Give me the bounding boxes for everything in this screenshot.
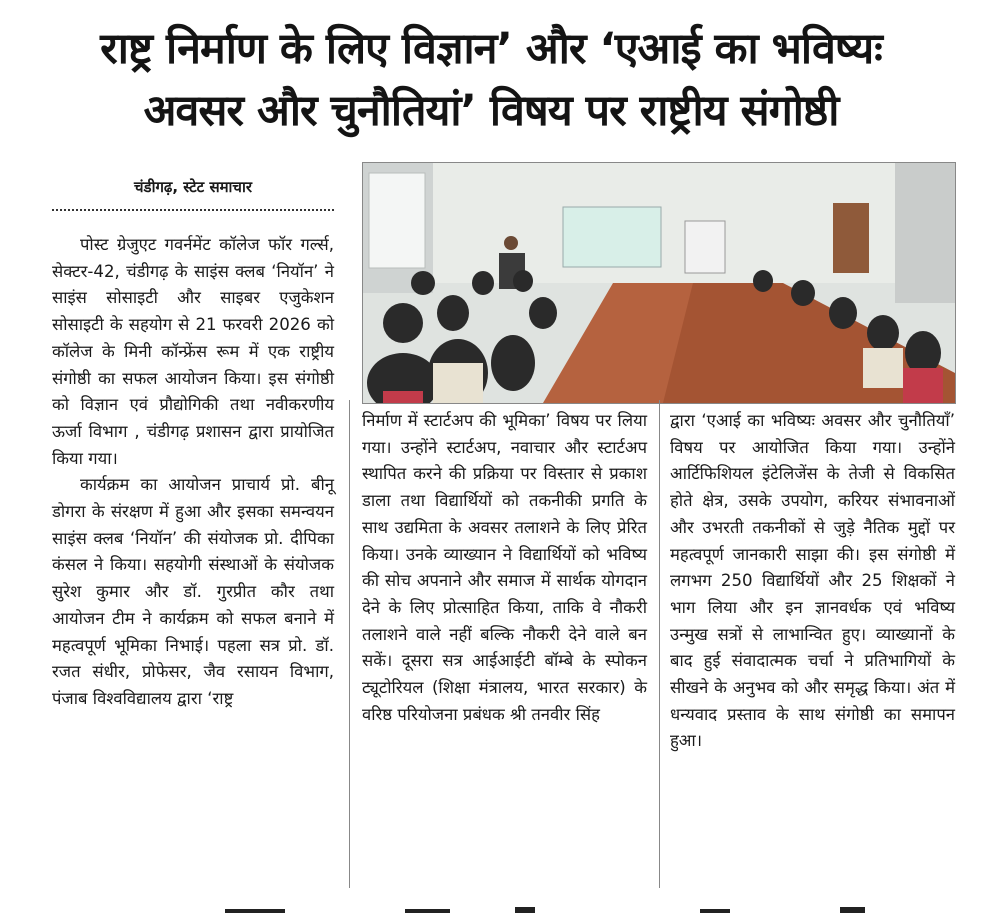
article-paragraph: निर्माण में स्टार्टअप की भूमिका’ विषय पर लिया गया। उन्होंने स्टार्टअप, नवाचार और स्टार्टअप स्थापित करने की प्रक्रिया पर विस्तार से प्रकाश डाला तथा विद्यार्थियों को तकनीकी प्रगति के साथ उद्यमिता के अवसर तलाशने के लिए प्रेरित किया। उनके व्याख्यान ने विद्यार्थियों को भविष्य की सोच अपनाने और समाज में सार्थक योगदान देने के लिए प्रोत्साहित किया, ताकि वे नौकरी तलाशने वाले नहीं बल्कि नौकरी देने वाले बन सकें। दूसरा सत्र आईआईटी बॉम्बे के स्पोकन ट्यूटोरियल (शिक्षा मंत्रालय, भारत सरकार) के वरिष्ठ परियोजना प्रबंधक श्री तनवीर सिंह — [362, 411, 647, 724]
next-article-fragment — [0, 897, 982, 913]
article-column-1 — [52, 232, 334, 713]
article-paragraph: द्वारा ‘एआई का भविष्यः अवसर और चुनौतियाँ’ विषय पर आयोजित किया गया। उन्होंने आर्टिफिशियल इंटेलिजेंस के तेजी से विकसित होते क्षेत्र, उसके उपयोग, करियर संभावनाओं और उभरती तकनीकों से जुड़े नैतिक मुद्दों पर महत्वपूर्ण जानकारी साझा की। इस संगोष्ठी में लगभग 250 विद्यार्थियों और 25 शिक्षकों ने भाग लिया और इन ज्ञानवर्धक एवं भविष्य उन्मुख सत्रों से लाभान्वित हुए। व्याख्यानों के बाद हुई संवादात्मक चर्चा ने प्रतिभागियों के सीखने के अनुभव को और समृद्ध किया। अंत में धन्यवाद प्रस्ताव के साथ संगोष्ठी का समापन हुआ। — [670, 411, 955, 751]
projector-screen — [563, 207, 661, 267]
article-column-3 — [670, 408, 955, 755]
column-divider — [659, 400, 660, 888]
article-paragraph: पोस्ट ग्रेजुएट गवर्नमेंट कॉलेज फॉर गर्ल्स, सेक्टर-42, चंडीगढ़ के साइंस क्लब ‘नियॉन’ ने साइंस सोसाइटी और साइबर एजुकेशन सोसाइटी के सहयोग से 21 फरवरी 2026 को कॉलेज के मिनी कॉन्फ्रेंस रूम में एक राष्ट्रीय संगोष्ठी का सफल आयोजन किया। इस संगोष्ठी को विज्ञान एवं प्रौद्योगिकी तथा नवीकरणीय ऊर्जा विभाग , चंडीगढ़ प्रशासन द्वारा प्रायोजित किया गया। — [52, 235, 334, 468]
headline — [20, 18, 962, 142]
headline-line-1: राष्ट्र निर्माण के लिए विज्ञान’ और ‘एआई का भविष्यः — [100, 24, 882, 74]
byline: चंडीगढ़, स्टेट समाचार — [134, 178, 252, 196]
seminar-photo — [362, 162, 956, 404]
headline-line-2: अवसर और चुनौतियां’ विषय पर राष्ट्रीय संगोष्ठी — [143, 86, 839, 136]
seminar-photo-illustration — [363, 163, 955, 403]
article-paragraph: कार्यक्रम का आयोजन प्राचार्य प्रो. बीनू डोगरा के संरक्षण में हुआ और इसका समन्वयन साइंस क्लब ‘नियॉन’ की संयोजक प्रो. दीपिका कंसल ने किया। सहयोगी संस्थाओं के संयोजक सुरेश कुमार और डॉ. गुरप्रीत कौर तथा आयोजन टीम ने कार्यक्रम को सफल बनाने में महत्वपूर्ण भूमिका निभाई। पहला सत्र प्रो. डॉ. रजत संधीर, प्रोफेसर, जैव रसायन विभाग, पंजाब विश्वविद्यालय द्वारा ‘राष्ट्र — [52, 475, 334, 708]
column-divider — [349, 400, 350, 888]
next-headline-glimpse — [0, 897, 982, 913]
byline-divider — [52, 209, 334, 211]
article-column-2 — [362, 408, 647, 728]
